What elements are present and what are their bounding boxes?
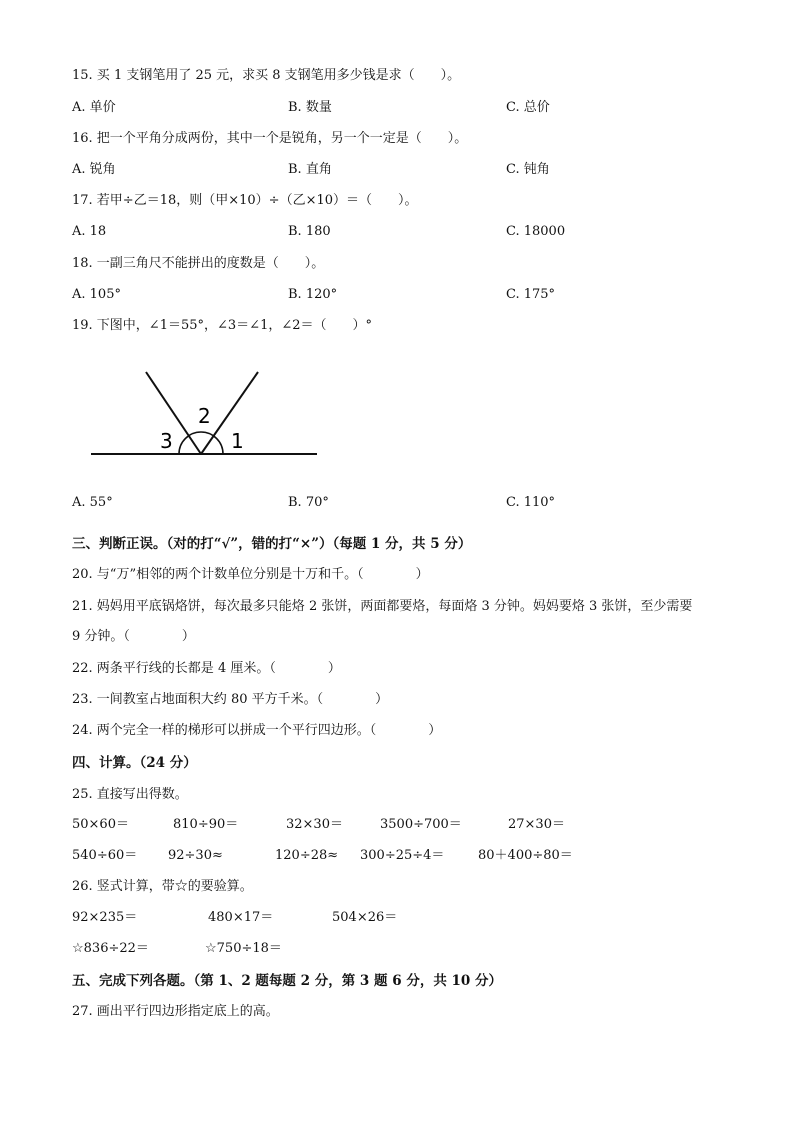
q15-option-c[interactable]: C. 总价	[506, 100, 550, 115]
left-ray	[146, 372, 201, 454]
angle-arc	[179, 432, 223, 454]
angle-label-2: 2	[198, 404, 211, 428]
q19-stem: 19. 下图中，∠1＝55°，∠3＝∠1，∠2＝（ ）°	[72, 318, 373, 333]
calc-item: 92×235＝	[72, 910, 138, 925]
q18-option-a[interactable]: A. 105°	[72, 287, 121, 302]
q19-option-a[interactable]: A. 55°	[72, 495, 113, 510]
q17-option-a[interactable]: A. 18	[72, 224, 107, 239]
calc-item: 3500÷700＝	[380, 817, 462, 832]
q16-option-a[interactable]: A. 锐角	[72, 162, 116, 177]
q20-statement: 20. 与“万”相邻的两个计数单位分别是十万和千。（ ）	[72, 567, 429, 582]
angle-figure	[85, 360, 325, 470]
section-4-heading: 四、计算。（24 分）	[72, 755, 197, 771]
calc-item: 32×30＝	[286, 817, 343, 832]
q22-statement: 22. 两条平行线的长都是 4 厘米。（ ）	[72, 661, 341, 676]
q17-option-b[interactable]: B. 180	[288, 224, 331, 239]
q17-stem: 17. 若甲÷乙＝18，则（甲×10）÷（乙×10）＝（ ）。	[72, 193, 418, 208]
q18-option-c[interactable]: C. 175°	[506, 287, 556, 302]
calc-item: 27×30＝	[508, 817, 565, 832]
q15-stem: 15. 买 1 支钢笔用了 25 元，求买 8 支钢笔用多少钱是求（ ）。	[72, 68, 461, 83]
calc-item: 50×60＝	[72, 817, 129, 832]
q27-stem: 27. 画出平行四边形指定底上的高。	[72, 1004, 279, 1019]
q25-stem: 25. 直接写出得数。	[72, 787, 188, 802]
calc-item: ☆836÷22＝	[72, 941, 149, 956]
q16-option-b[interactable]: B. 直角	[288, 162, 332, 177]
q18-option-b[interactable]: B. 120°	[288, 287, 338, 302]
calc-item: ☆750÷18＝	[205, 941, 282, 956]
q21-statement-line2: 9 分钟。（ ）	[72, 629, 195, 644]
q24-statement: 24. 两个完全一样的梯形可以拼成一个平行四边形。（ ）	[72, 723, 442, 738]
calc-item: 300÷25÷4＝	[360, 848, 445, 863]
calc-item: 540÷60＝	[72, 848, 138, 863]
q21-statement-line1: 21. 妈妈用平底锅烙饼，每次最多只能烙 2 张饼，两面都要烙，每面烙 3 分钟。妈妈要烙 3 张饼，至少需要	[72, 599, 693, 614]
q26-stem: 26. 竖式计算，带☆的要验算。	[72, 879, 253, 894]
q15-option-b[interactable]: B. 数量	[288, 100, 332, 115]
calc-item: 504×26＝	[332, 910, 398, 925]
section-5-heading: 五、完成下列各题。（第 1、2 题每题 2 分，第 3 题 6 分，共 10 分）	[72, 973, 503, 989]
q19-option-c[interactable]: C. 110°	[506, 495, 556, 510]
q19-option-b[interactable]: B. 70°	[288, 495, 329, 510]
q18-stem: 18. 一副三角尺不能拼出的度数是（ ）。	[72, 256, 325, 271]
q17-option-c[interactable]: C. 18000	[506, 224, 566, 239]
angle-label-3: 3	[160, 429, 173, 453]
q16-stem: 16. 把一个平角分成两份，其中一个是锐角，另一个一定是（ ）。	[72, 131, 468, 146]
q15-option-a[interactable]: A. 单价	[72, 100, 116, 115]
q23-statement: 23. 一间教室占地面积大约 80 平方千米。（ ）	[72, 692, 389, 707]
calc-item: 92÷30≈	[168, 848, 223, 863]
calc-item: 120÷28≈	[275, 848, 339, 863]
q16-option-c[interactable]: C. 钝角	[506, 162, 550, 177]
section-3-heading: 三、判断正误。（对的打“√”，错的打“×”）（每题 1 分，共 5 分）	[72, 536, 472, 552]
calc-item: 480×17＝	[208, 910, 274, 925]
calc-item: 810÷90＝	[173, 817, 239, 832]
calc-item: 80＋400÷80＝	[478, 848, 573, 863]
angle-label-1: 1	[231, 429, 244, 453]
